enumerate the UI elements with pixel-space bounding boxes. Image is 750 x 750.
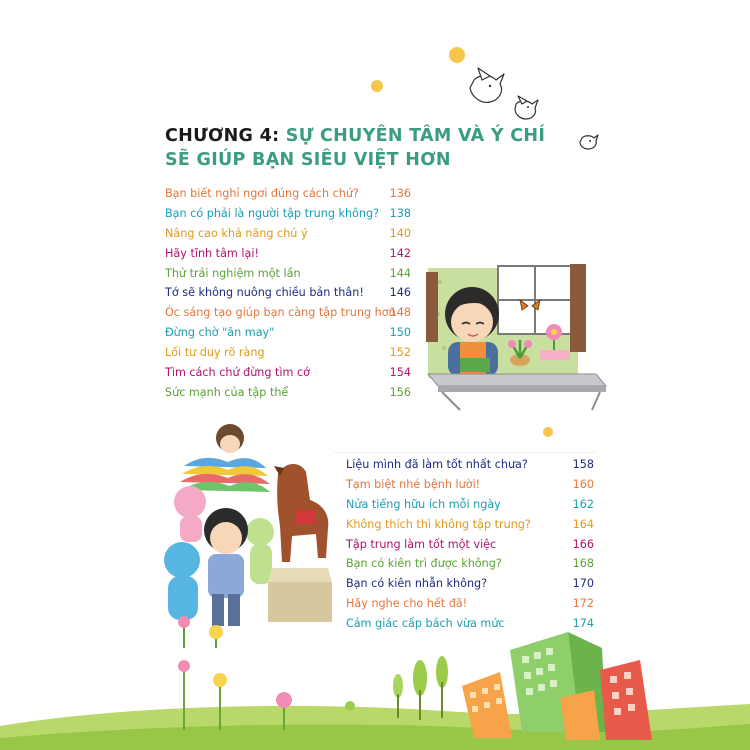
toc-entry-title: Hãy nghe cho hết đã!: [346, 597, 468, 611]
toc-entry-page: 168: [572, 557, 594, 571]
toc-entry[interactable]: [165, 344, 411, 364]
toc-entry-title: Không thích thì không tập trung?: [346, 517, 531, 531]
yellow-dot: [543, 427, 553, 437]
chapter-title-part2: SẼ GIÚP BẠN SIÊU VIỆT HƠN: [165, 150, 451, 170]
toc-entry[interactable]: [346, 476, 594, 496]
toc-entry-title: Tập trung làm tốt một việc: [346, 537, 497, 551]
toc-entry-page: 140: [389, 226, 411, 240]
toc-list-top: [165, 185, 411, 404]
toc-entry-title: Đừng chờ "ăn may": [165, 326, 275, 340]
toc-entry-page: 138: [389, 206, 411, 220]
toc-entry-title: Bạn biết nghỉ ngơi đúng cách chứ?: [165, 187, 359, 200]
toc-entry-page: 160: [572, 477, 594, 491]
toc-entry-title: Sức mạnh của tập thể: [165, 385, 289, 399]
toc-list-bottom: [346, 456, 594, 635]
toc-entry-page: 162: [572, 497, 594, 511]
toc-entry-page: 150: [389, 326, 411, 340]
toc-entry[interactable]: [165, 384, 411, 404]
divider: [333, 452, 597, 453]
toc-entry[interactable]: [346, 496, 594, 516]
toc-entry-title: Nâng cao khả năng chú ý: [165, 226, 308, 240]
toc-entry-page: 174: [572, 617, 594, 631]
chapter-title-part1: SỰ CHUYÊN TÂM VÀ Ý CHÍ: [285, 126, 546, 146]
yellow-dot: [371, 80, 383, 92]
toc-entry-title: Lối tư duy rõ ràng: [165, 346, 265, 360]
chapter-colon: :: [272, 126, 280, 146]
toc-entry-page: 142: [389, 246, 411, 260]
toc-entry[interactable]: [346, 555, 594, 575]
toc-entry-title: Óc sáng tạo giúp bạn càng tập trung hơn: [165, 306, 396, 320]
toc-entry-page: 164: [572, 517, 594, 531]
toc-entry[interactable]: [165, 245, 411, 265]
toc-entry[interactable]: [346, 456, 594, 476]
toc-entry[interactable]: [165, 304, 411, 324]
toc-entry-title: Tạm biệt nhé bệnh lười!: [346, 477, 481, 491]
cartoon-city-landscape: [0, 620, 750, 750]
toc-entry-page: 152: [389, 346, 411, 360]
toc-entry-title: Thử trải nghiệm một lần: [165, 266, 301, 280]
toc-entry-title: Bạn có kiên nhẫn không?: [346, 577, 488, 591]
toc-entry-title: Tớ sẽ không nuông chiều bản thân!: [165, 286, 364, 300]
toc-entry[interactable]: [165, 185, 411, 205]
toc-entry-title: Cảm giác cấp bách vừa mức: [346, 617, 505, 631]
toc-entry-page: 156: [389, 385, 411, 399]
toc-entry[interactable]: [165, 284, 411, 304]
toc-entry[interactable]: [346, 516, 594, 536]
toc-entry-page: 172: [572, 597, 594, 611]
toc-entry-title: Nửa tiếng hữu ích mỗi ngày: [346, 497, 501, 511]
toc-entry-page: 154: [389, 366, 411, 380]
toc-entry-title: Tìm cách chứ đừng tìm cớ: [165, 366, 310, 380]
toc-entry[interactable]: [346, 595, 594, 615]
toc-entry[interactable]: [346, 536, 594, 556]
toc-entry-page: 166: [572, 537, 594, 551]
toc-entry[interactable]: [346, 575, 594, 595]
toc-entry-title: Bạn có kiên trì được không?: [346, 557, 502, 571]
toc-entry[interactable]: [165, 205, 411, 225]
toc-entry-title: Hãy tĩnh tâm lại!: [165, 246, 259, 260]
toc-entry[interactable]: [165, 364, 411, 384]
toc-entry-page: 170: [572, 577, 594, 591]
toc-entry-page: 136: [389, 187, 411, 200]
toc-entry[interactable]: [165, 265, 411, 285]
boy-at-window-illustration: [420, 262, 610, 412]
yellow-dot: [449, 47, 465, 63]
toc-entry[interactable]: [165, 324, 411, 344]
toc-entry-page: 158: [572, 458, 594, 471]
chapter-title: [165, 124, 545, 172]
toc-entry-page: 146: [389, 286, 411, 300]
toc-entry-title: Liệu mình đã làm tốt nhất chưa?: [346, 458, 528, 471]
chapter-label: CHƯƠNG 4: [165, 126, 273, 146]
toc-entry-page: 148: [389, 306, 411, 320]
toc-entry-title: Bạn có phải là người tập trung không?: [165, 206, 380, 220]
toc-entry-page: 144: [389, 266, 411, 280]
toc-entry[interactable]: [165, 225, 411, 245]
kids-with-horse-illustration: [160, 418, 340, 648]
